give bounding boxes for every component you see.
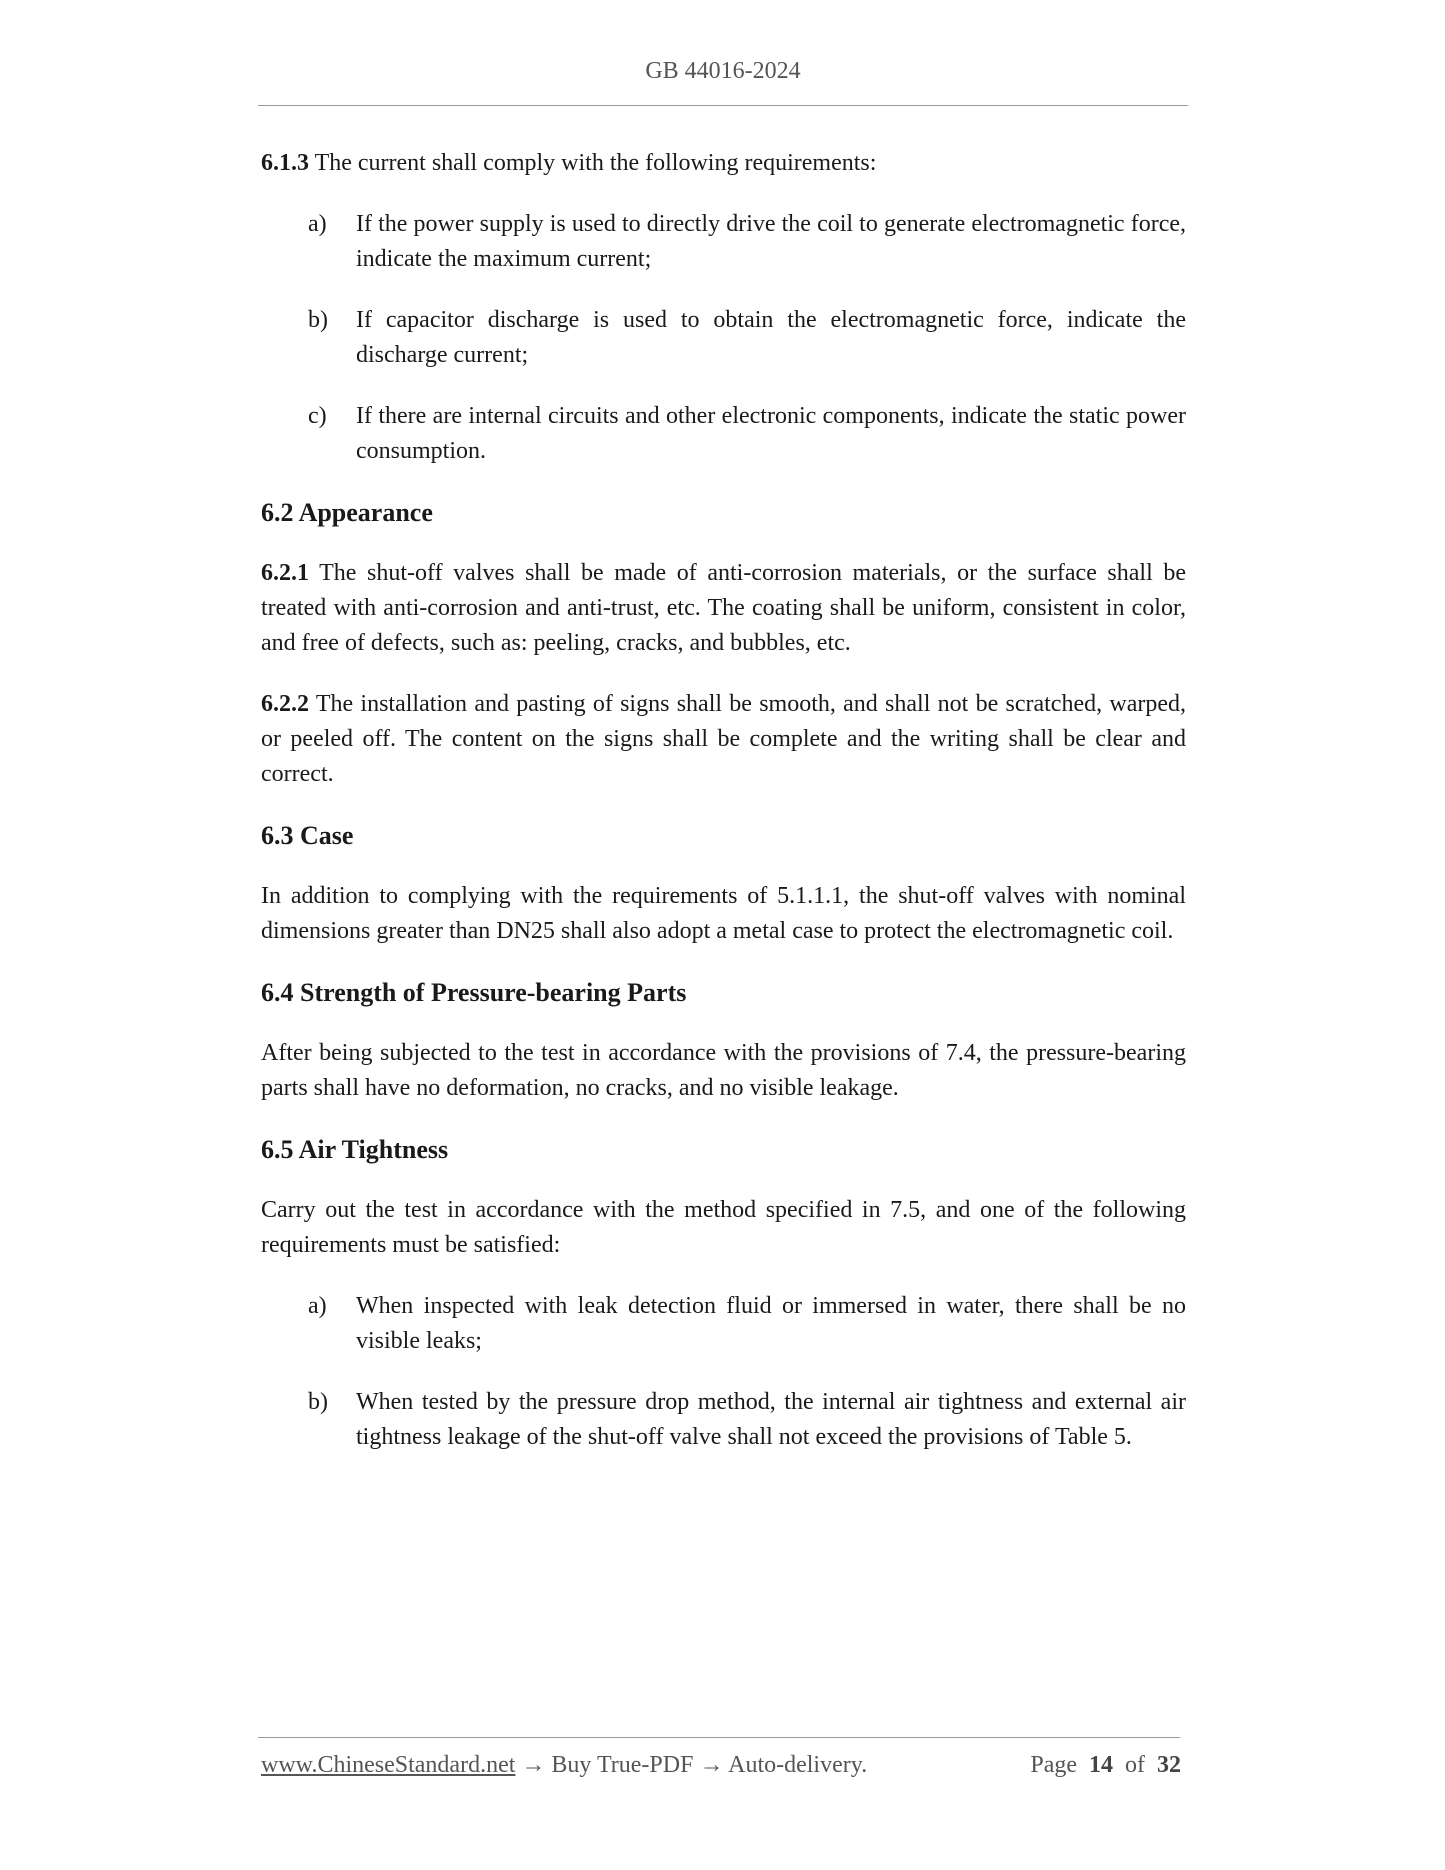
page-label: Page [1030, 1752, 1077, 1778]
page-number [1030, 1752, 1181, 1779]
footer-divider [258, 1737, 1180, 1738]
list-item-text: If capacitor discharge is used to obtain the electromagnetic force, indicate the discharge current; [356, 307, 1186, 368]
list-marker: a) [308, 1293, 327, 1319]
clause-6-2-2 [261, 687, 1186, 792]
page-total: 32 [1157, 1752, 1181, 1778]
section-heading-6-3: 6.3 Case [261, 821, 354, 850]
list-item [261, 303, 1186, 373]
section-6-5-text: Carry out the test in accordance with the method specified in 7.5, and one of the following requirements must be satisfied: [261, 1197, 1186, 1258]
section-6-4-text: After being subjected to the test in accordance with the provisions of 7.4, the pressure-bearing parts shall have no deformation, no cracks, and no visible leakage. [261, 1040, 1186, 1101]
document-header: GB 44016-2024 [645, 58, 801, 84]
page-footer [261, 1752, 1181, 1779]
section-6-3-text: In addition to complying with the requirements of 5.1.1.1, the shut-off valves with nominal dimensions greater than DN25 shall also adopt a metal case to protect the electromagnetic coil. [261, 883, 1186, 944]
page-of-label: of [1125, 1752, 1145, 1778]
list-item [261, 1385, 1186, 1455]
clause-number: 6.1.3 [261, 150, 309, 176]
clause-text: The current shall comply with the following requirements: [309, 150, 877, 176]
section-heading-6-4: 6.4 Strength of Pressure-bearing Parts [261, 978, 687, 1007]
list-marker: c) [308, 403, 327, 429]
footer-left [261, 1752, 867, 1779]
list-item-text: If there are internal circuits and other electronic components, indicate the static power consumption. [356, 403, 1186, 464]
clause-6-2-1 [261, 556, 1186, 661]
clause-6-1-3 [261, 146, 1186, 181]
clause-text: The installation and pasting of signs shall be smooth, and shall not be scratched, warped, or peeled off. The content on the signs shall be complete and the writing shall be clear and correct. [261, 691, 1186, 787]
page-content [261, 146, 1186, 1481]
list-item-text: If the power supply is used to directly drive the coil to generate electromagnetic force, indicate the maximum current; [356, 211, 1186, 272]
list-marker: b) [308, 307, 328, 333]
footer-promo-text: → Buy True-PDF → Auto-delivery. [515, 1752, 868, 1778]
header-divider [258, 105, 1188, 106]
website-link[interactable]: www.ChineseStandard.net [261, 1752, 516, 1778]
list-item [261, 1289, 1186, 1359]
clause-text: The shut-off valves shall be made of anti-corrosion materials, or the surface shall be treated with anti-corrosion and anti-trust, etc. The coating shall be uniform, consistent in color, and free of defects, such as: peeling, cracks, and bubbles, etc. [261, 560, 1186, 656]
list-item-text: When tested by the pressure drop method, the internal air tightness and external air tightness leakage of the shut-off valve shall not exceed the provisions of Table 5. [356, 1389, 1186, 1450]
list-item-text: When inspected with leak detection fluid or immersed in water, there shall be no visible leaks; [356, 1293, 1186, 1354]
clause-number: 6.2.2 [261, 691, 309, 717]
list-item [261, 207, 1186, 277]
page-current: 14 [1089, 1752, 1113, 1778]
list-marker: b) [308, 1389, 328, 1415]
section-heading-6-2: 6.2 Appearance [261, 498, 433, 527]
clause-number: 6.2.1 [261, 560, 309, 586]
list-marker: a) [308, 211, 327, 237]
section-heading-6-5: 6.5 Air Tightness [261, 1135, 449, 1164]
list-item [261, 399, 1186, 469]
